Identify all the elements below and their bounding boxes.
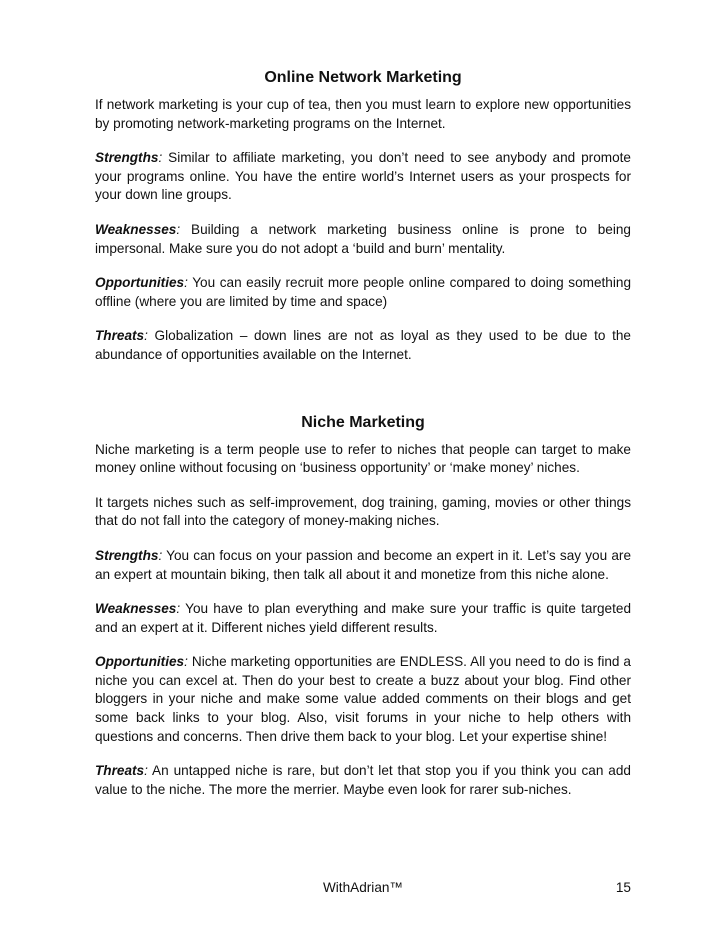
text-threats: Globalization – down lines are not as loyal as they used to be due to the abundance of opportunities available on the Internet. [95,328,631,362]
page-number: 15 [615,880,631,895]
paragraph-strengths: Strengths: Similar to affiliate marketing, you don’t need to see anybody and promote your programs online. You have the entire world’s Internet users as your prospects for your down line groups. [95,150,631,203]
label-weaknesses: Weaknesses [95,601,177,617]
label-weaknesses: Weaknesses [95,221,177,237]
text-strengths: You can focus on your passion and become an expert in it. Let’s say you are an expert at mountain biking, then talk all about it and monetize from this niche alone. [95,547,631,582]
paragraph-intro: Niche marketing is a term people use to refer to niches that people can target to make money online without focusing on ‘business opportunity’ or ‘make money’ niches. [95,441,631,476]
paragraph-opportunities: Opportunities: You can easily recruit more people online compared to doing something offline (where you are limited by time and space) [95,275,631,309]
label-threats: Threats [95,328,145,344]
paragraph-threats: Threats: An untapped niche is rare, but don’t let that stop you if you think you can add value to the niche. The more the merrier. Maybe even look for rarer sub-niches. [95,763,631,797]
paragraph-intro: If network marketing is your cup of tea, then you must learn to explore new opportunities by promoting network-marketing programs on the Internet. [95,97,631,131]
paragraph-strengths: Strengths: You can focus on your passion and become an expert in it. Let’s say you are an expert at mountain biking, then talk all about it and monetize from this niche alone. [95,547,631,582]
paragraph-weaknesses: Weaknesses: Building a network marketing business online is prone to being impersonal. Make sure you do not adopt a ‘build and burn’ mentality. [95,221,631,256]
paragraph-intro-2: It targets niches such as self-improvement, dog training, gaming, movies or other things that do not fall into the category of money-making niches. [95,494,631,529]
paragraph-threats: Threats: Globalization – down lines are not as loyal as they used to be due to the abundance of opportunities available on the Internet. [95,328,631,362]
label-strengths: Strengths [95,150,159,166]
page-content [95,68,631,815]
page-footer [95,880,631,900]
text-weaknesses: Building a network marketing business online is prone to being impersonal. Make sure you do not adopt a ‘build and burn’ mentality. [95,221,631,256]
footer-brand: WithAdrian™ [322,880,404,895]
label-opportunities: Opportunities [95,654,185,670]
label-threats: Threats [95,763,145,779]
paragraph-opportunities: Opportunities: Niche marketing opportunities are ENDLESS. All you need to do is find a niche you can excel at. Then do your best to create a buzz about your blog. Find other bloggers in your niche and make some value added comments on their blogs and get some back links to your blog. Also, visit forums in your niche to help others with questions and concerns. Then drive them back to your blog. Let your expertise shine! [95,654,631,744]
text-opportunities: You can easily recruit more people online compared to doing something offline (where you are limited by time and space) [95,275,631,309]
text-threats: An untapped niche is rare, but don’t let that stop you if you think you can add value to the niche. The more the merrier. Maybe even look for rarer sub-niches. [95,763,631,797]
text-weaknesses: You have to plan everything and make sure your traffic is quite targeted and an expert at it. Different niches yield different results. [95,601,631,635]
section-title-online-network-marketing: Online Network Marketing [264,69,462,86]
label-opportunities: Opportunities [95,275,185,291]
label-strengths: Strengths [95,547,159,563]
section-title-niche-marketing: Niche Marketing [301,413,425,431]
text-strengths: Similar to affiliate marketing, you don’t need to see anybody and promote your programs online. You have the entire world’s Internet users as your prospects for your down line groups. [95,150,631,203]
text-opportunities: Niche marketing opportunities are ENDLESS. All you need to do is find a niche you can excel at. Then do your best to create a buzz about your blog. Find other bloggers in your niche and make some value added comments on their blogs and get some back links to your blog. Also, visit forums in your niche to help others with questions and concerns. Then drive them back to your blog. Let your expertise shine! [95,654,631,744]
paragraph-weaknesses: Weaknesses: You have to plan everything and make sure your traffic is quite targeted and an expert at it. Different niches yield different results. [95,601,631,635]
